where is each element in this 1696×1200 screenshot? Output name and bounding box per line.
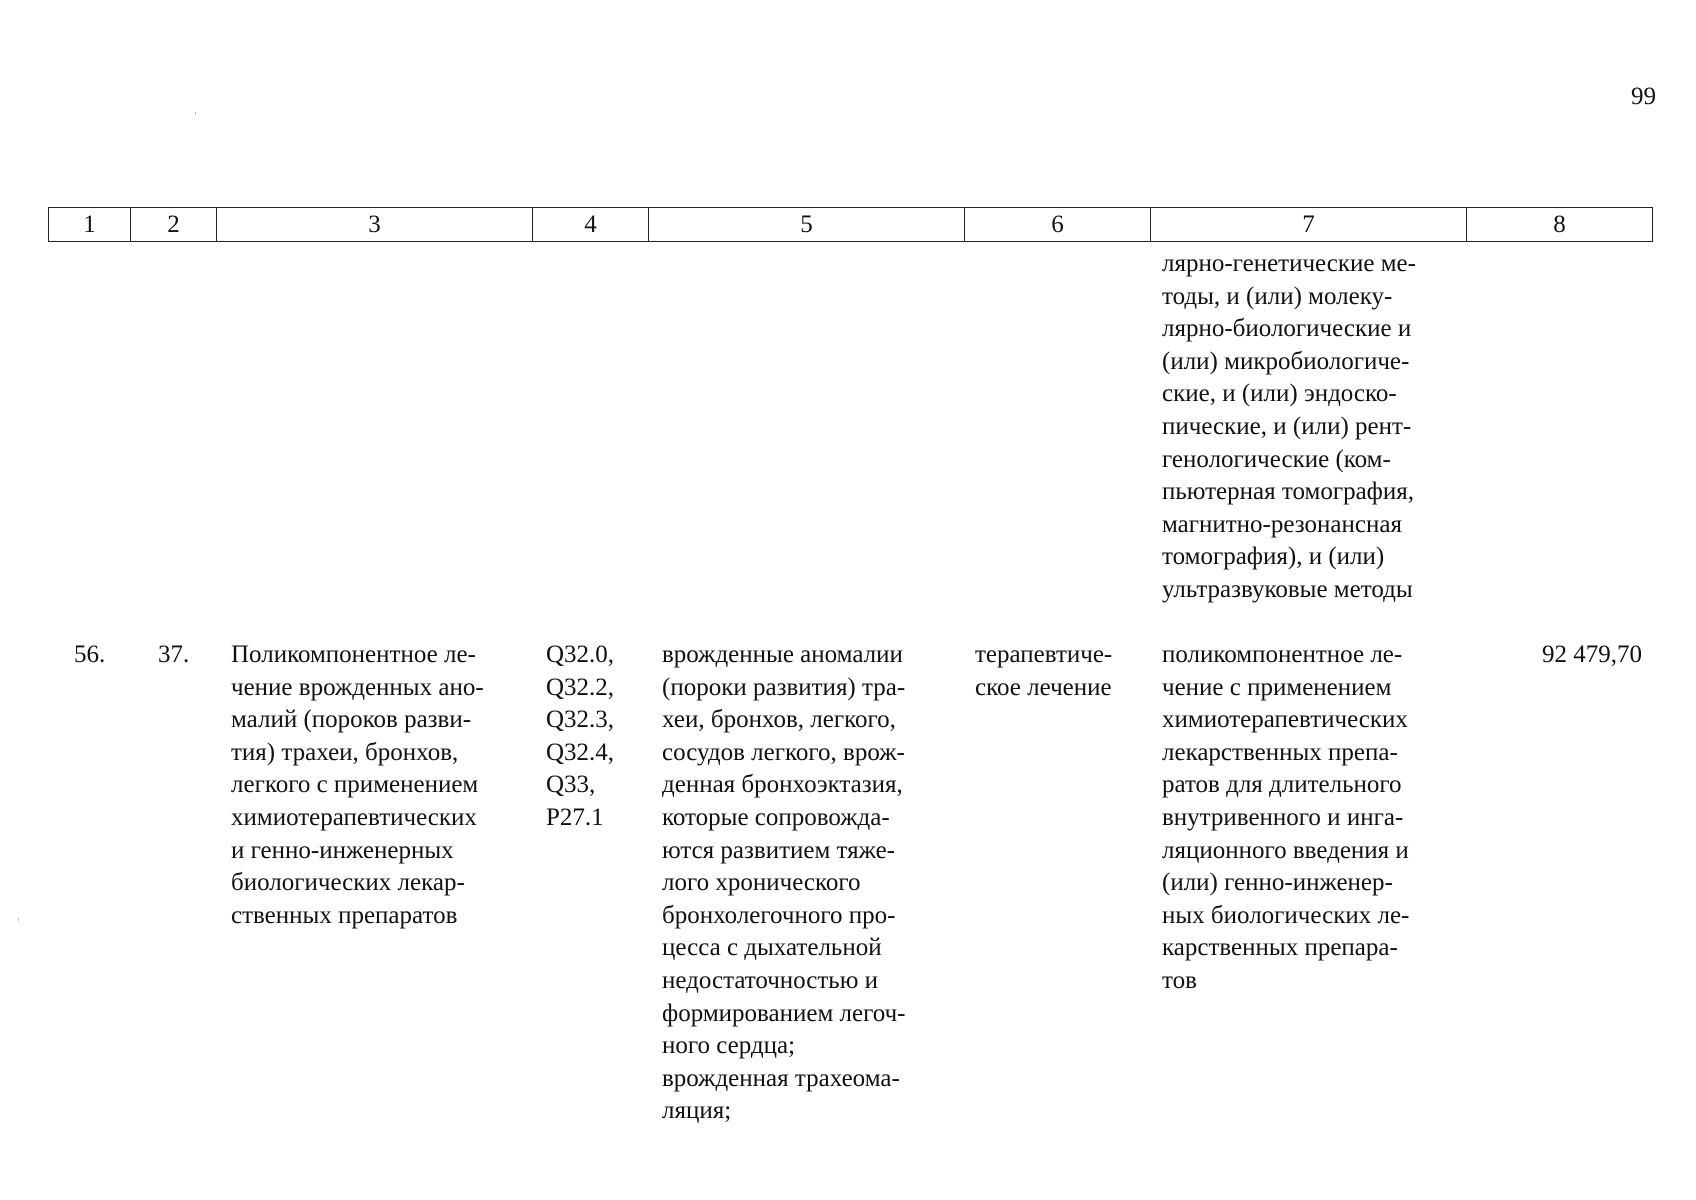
header-col-8: 8 <box>1467 208 1653 242</box>
icd-codes: Q32.0, Q32.2, Q32.3, Q32.4, Q33, P27.1 <box>546 641 615 831</box>
header-col-5: 5 <box>649 208 965 242</box>
treatment-profile-name: Поликомпонентное ле- чение врожденных ано- малий (пороков разви- тия) трахеи, бронхов, легкого с применением химиотерапевтических и генно-инженерных биологических лекар- ственных препаратов <box>231 641 484 929</box>
patient-model: врожденные аномалии (пороки развития) тра- хеи, бронхов, легкого, сосудов легкого, врож- денная бронхоэктазия, которые сопровожда- ются развитием тяже- лого хронического бронхолегочного про- цесса с дыхательной недостаточностью и формированием легоч- ного сердца; врожденная трахеома- ляция; <box>662 641 906 1125</box>
page-number: 99 <box>1631 83 1656 110</box>
header-col-7: 7 <box>1151 208 1467 242</box>
header-col-2: 2 <box>131 208 217 242</box>
group-number: 37. <box>158 641 190 668</box>
treatment-method: поликомпонентное ле- чение с применением химиотерапевтических лекарственных препа- ратов для длительного внутривенного и инга- ляционного введения и (или) генно-инженер- ных биологических ле- карственных препара- тов <box>1162 641 1410 994</box>
treatment-type: терапевтиче- ское лечение <box>975 641 1113 701</box>
row-number: 56. <box>74 641 106 668</box>
header-col-1: 1 <box>49 208 131 242</box>
scan-speck <box>195 112 196 115</box>
header-col-3: 3 <box>217 208 533 242</box>
header-col-4: 4 <box>533 208 649 242</box>
header-col-6: 6 <box>965 208 1151 242</box>
continuation-method-text: лярно-генетические ме- тоды, и (или) молеку- лярно-биологические и (или) микробиологиче- ские, и (или) эндоско- пические, и (или) рент- генологические (ком- пьютерная томография, магнитно-резонансная томография), и (или) ультразвуковые методы <box>1162 250 1416 603</box>
column-number-header <box>48 207 1653 242</box>
cost-value: 92 479,70 <box>1542 641 1642 668</box>
scan-speck <box>18 918 19 921</box>
